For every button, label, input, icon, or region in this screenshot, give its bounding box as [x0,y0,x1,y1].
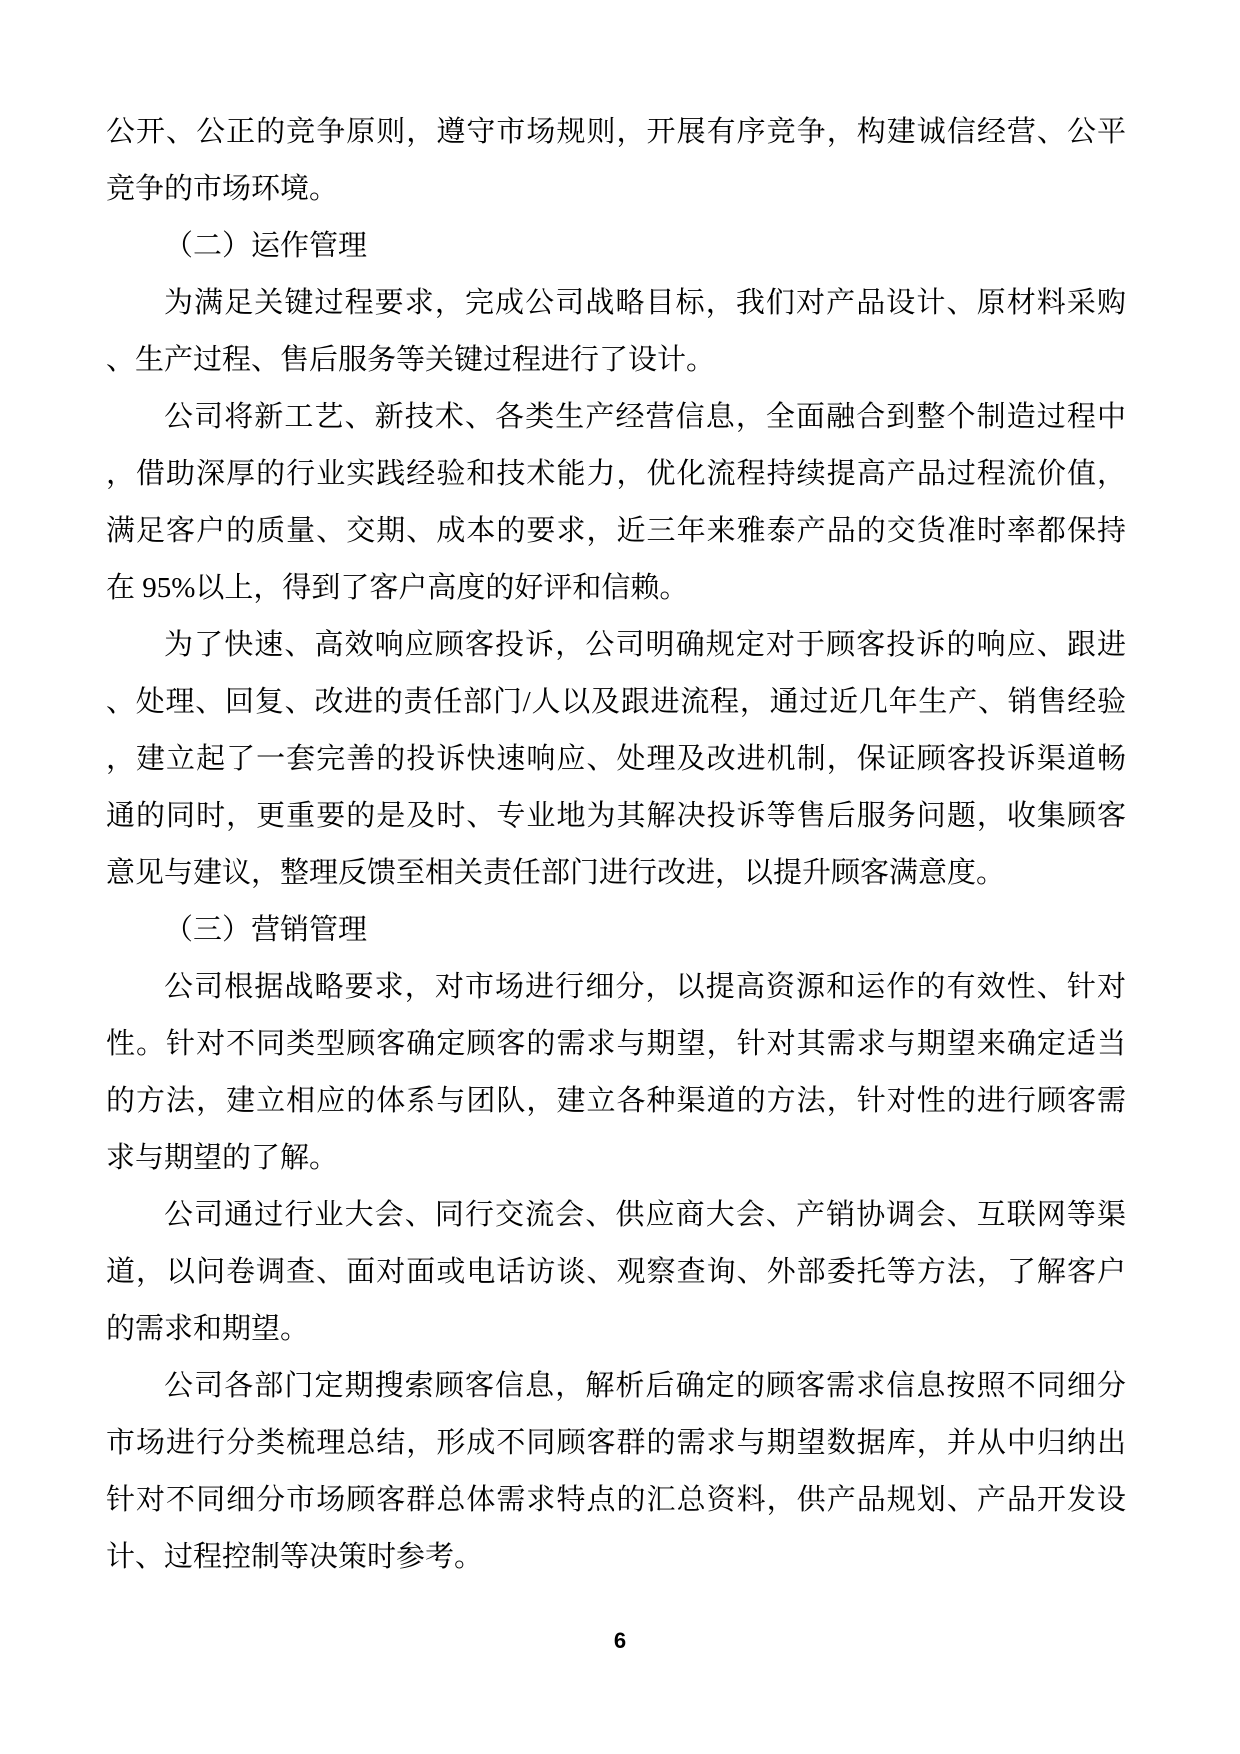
document-line: 性。针对不同类型顾客确定顾客的需求与期望，针对其需求与期望来确定适当 [106,1028,1126,1060]
document-line: 的方法，建立相应的体系与团队，建立各种渠道的方法，针对性的进行顾客需 [106,1085,1126,1117]
document-line: 通的同时，更重要的是及时、专业地为其解决投诉等售后服务问题，收集顾客 [106,800,1126,832]
document-line: ，借助深厚的行业实践经验和技术能力，优化流程持续提高产品过程流价值， [106,458,1126,490]
page-number: 6 [613,1628,627,1653]
document-line: 为了快速、高效响应顾客投诉，公司明确规定对于顾客投诉的响应、跟进 [164,629,1126,661]
document-line: （二）运作管理 [164,230,368,262]
page-footer [0,1626,1240,1656]
document-line: 公司根据战略要求，对市场进行细分，以提高资源和运作的有效性、针对 [164,971,1126,1003]
document-line: 公司将新工艺、新技术、各类生产经营信息，全面融合到整个制造过程中 [164,401,1126,433]
document-line: 道，以问卷调查、面对面或电话访谈、观察查询、外部委托等方法，了解客户 [106,1256,1126,1288]
document-line: 满足客户的质量、交期、成本的要求，近三年来雅泰产品的交货准时率都保持 [106,515,1126,547]
document-line: 公司各部门定期搜索顾客信息，解析后确定的顾客需求信息按照不同细分 [164,1370,1126,1402]
document-line: 意见与建议，整理反馈至相关责任部门进行改进，以提升顾客满意度。 [106,857,1006,889]
document-line: 、处理、回复、改进的责任部门/人以及跟进流程，通过近几年生产、销售经验 [106,686,1126,718]
document-line: ，建立起了一套完善的投诉快速响应、处理及改进机制，保证顾客投诉渠道畅 [106,743,1126,775]
document-line: 为满足关键过程要求，完成公司战略目标，我们对产品设计、原材料采购 [164,287,1126,319]
document-line: 的需求和期望。 [106,1313,310,1345]
document-line: （三）营销管理 [164,914,368,946]
document-line: 求与期望的了解。 [106,1142,339,1174]
document-line: 市场进行分类梳理总结，形成不同顾客群的需求与期望数据库，并从中归纳出 [106,1427,1126,1459]
document-line: 在 95%以上，得到了客户高度的好评和信赖。 [106,572,689,604]
document-line: 竞争的市场环境。 [106,173,339,205]
document-line: 公开、公正的竞争原则，遵守市场规则，开展有序竞争，构建诚信经营、公平 [106,116,1126,148]
document-line: 计、过程控制等决策时参考。 [106,1541,484,1573]
document-line: 公司通过行业大会、同行交流会、供应商大会、产销协调会、互联网等渠 [164,1199,1126,1231]
document-line: 、生产过程、售后服务等关键过程进行了设计。 [106,344,716,376]
document-text-block [106,104,1126,1586]
document-line: 针对不同细分市场顾客群总体需求特点的汇总资料，供产品规划、产品开发设 [106,1484,1126,1516]
